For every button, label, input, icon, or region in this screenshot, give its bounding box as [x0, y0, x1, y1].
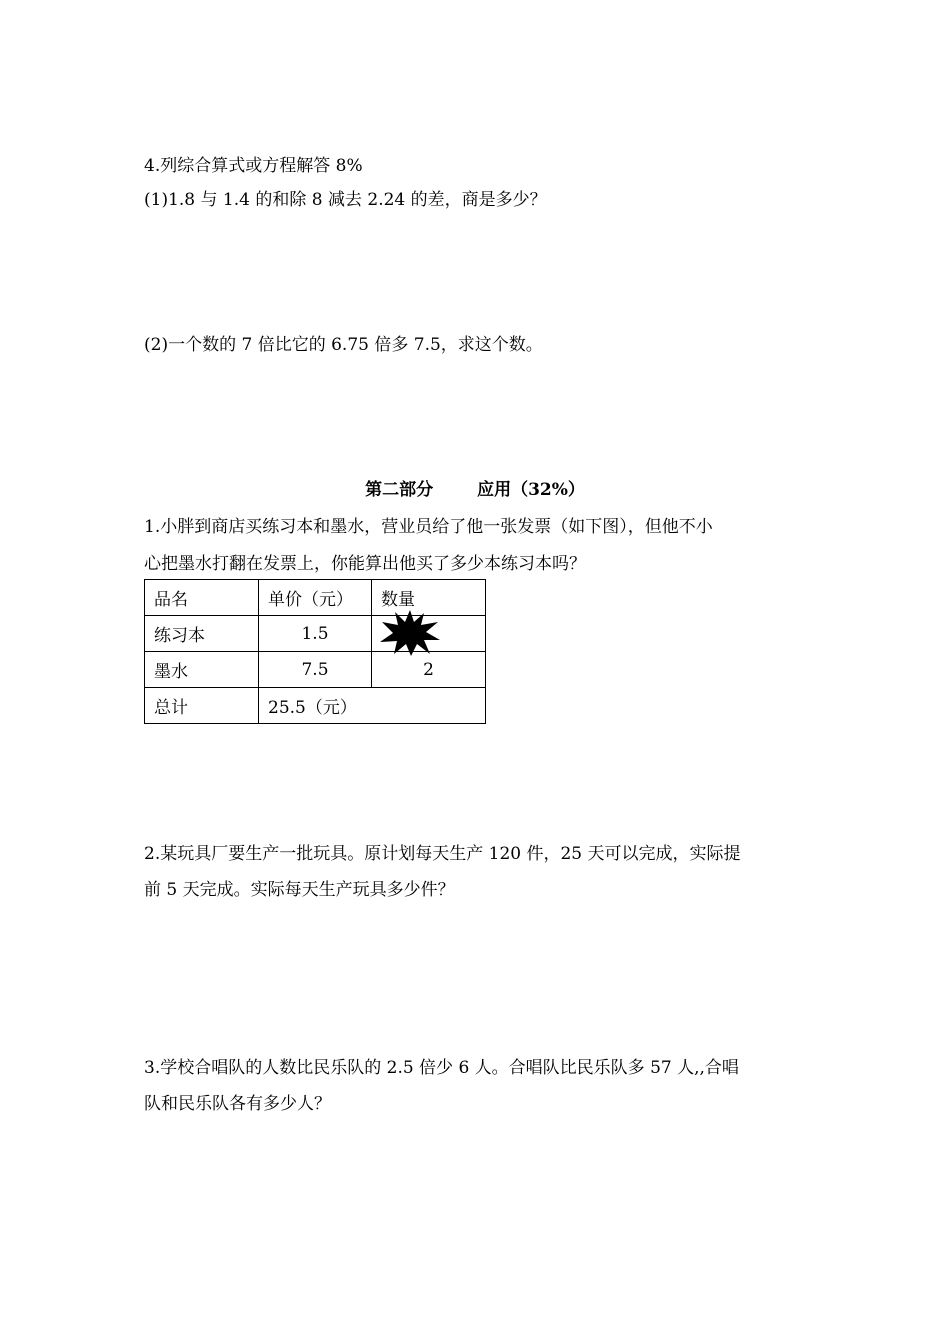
- q1-line1: 1.小胖到商店买练习本和墨水，营业员给了他一张发票（如下图），但他不小: [144, 517, 713, 537]
- total-value: 25.5（元）: [259, 688, 486, 724]
- section-title-topic: 应用（32%）: [477, 480, 585, 500]
- q3-line2: 队和民乐队各有多少人？: [144, 1094, 331, 1114]
- header-name: 品名: [145, 580, 259, 616]
- table-row: [145, 688, 486, 724]
- cell-price: 7.5: [259, 652, 372, 688]
- cell-name: 练习本: [145, 616, 259, 652]
- table-row: [145, 616, 486, 652]
- header-qty: 数量: [372, 580, 486, 616]
- section-title-part: 第二部分: [365, 480, 434, 500]
- section-title: [0, 478, 950, 502]
- ink-blot-icon: [380, 610, 440, 656]
- cell-qty-obscured: [372, 616, 486, 652]
- q1-line2: 心把墨水打翻在发票上，你能算出他买了多少本练习本吗？: [144, 554, 586, 574]
- cell-name: 墨水: [145, 652, 259, 688]
- table-row: [145, 652, 486, 688]
- q4-heading: 4.列综合算式或方程解答 8%: [144, 156, 363, 176]
- q4-sub2: (2)一个数的 7 倍比它的 6.75 倍多 7.5，求这个数。: [144, 335, 543, 355]
- header-price: 单价（元）: [259, 580, 372, 616]
- q4-sub1: (1)1.8 与 1.4 的和除 8 减去 2.24 的差，商是多少？: [144, 190, 547, 210]
- cell-price: 1.5: [259, 616, 372, 652]
- q2-line1: 2.某玩具厂要生产一批玩具。原计划每天生产 120 件，25 天可以完成，实际提: [144, 844, 741, 864]
- q2-line2: 前 5 天完成。实际每天生产玩具多少件？: [144, 880, 455, 900]
- cell-qty: 2: [372, 652, 486, 688]
- total-label: 总计: [145, 688, 259, 724]
- invoice-table: [144, 579, 486, 724]
- q3-line1: 3.学校合唱队的人数比民乐队的 2.5 倍少 6 人。合唱队比民乐队多 57 人,,合唱: [144, 1058, 739, 1078]
